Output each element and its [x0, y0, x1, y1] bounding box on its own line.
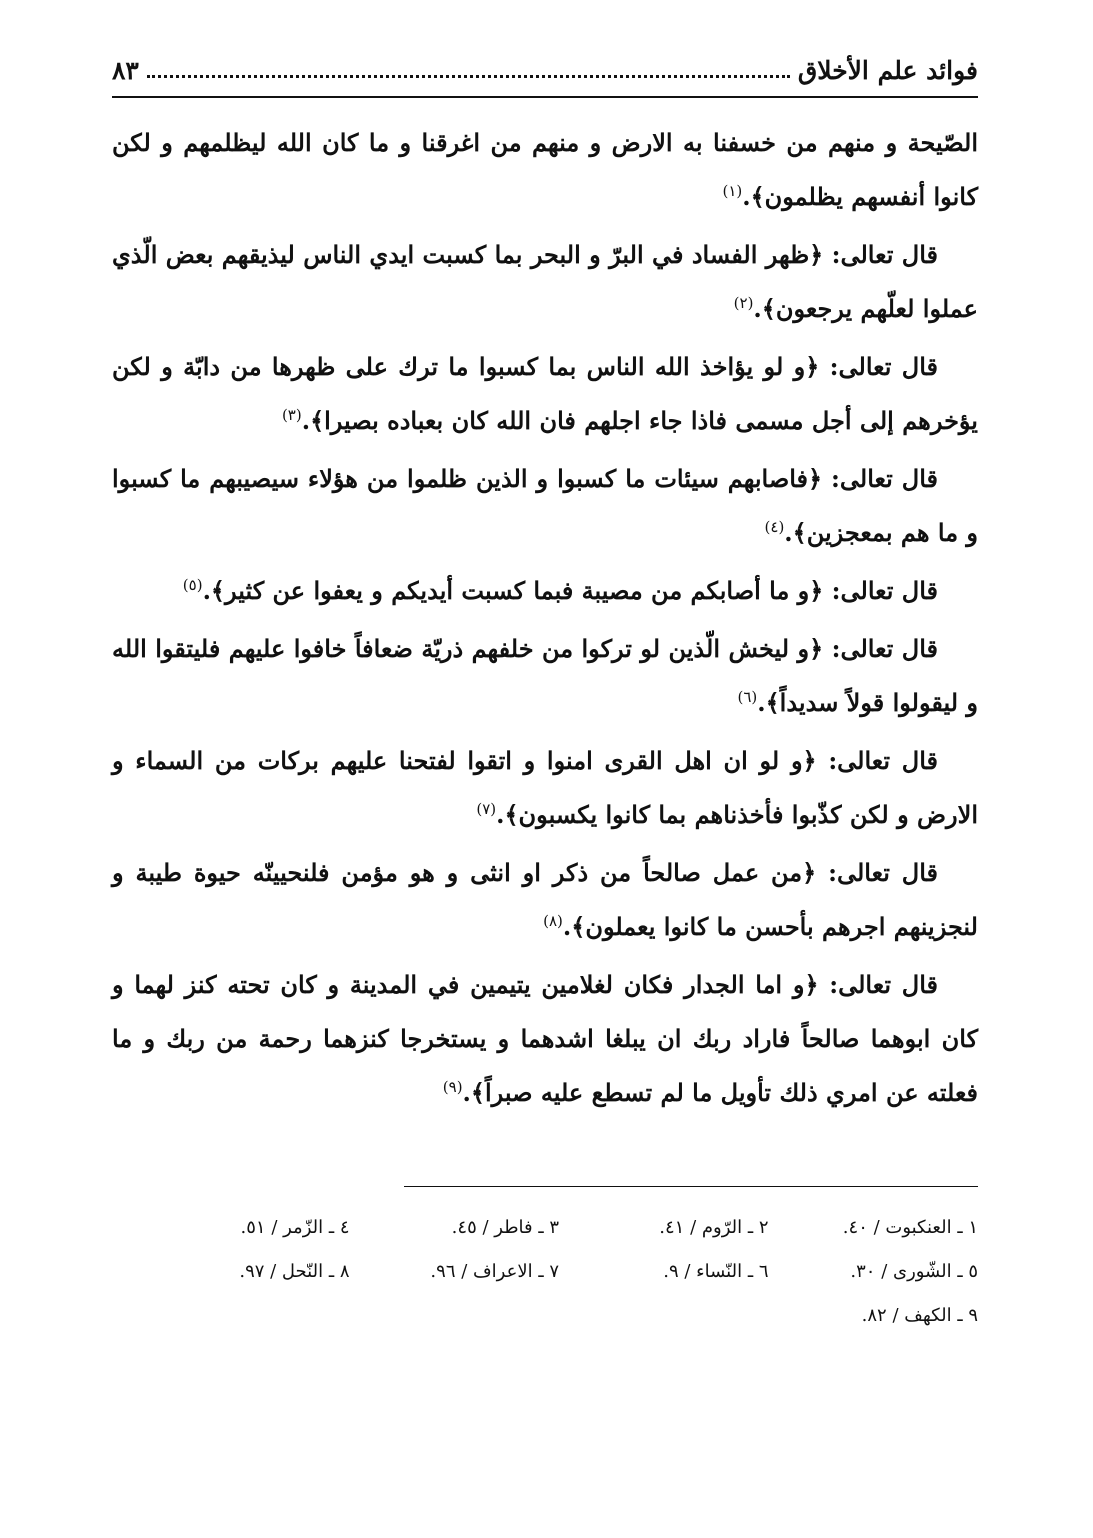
paragraph-text: قال تعالى: ﴿و ما أصابكم من مصيبة فبما كسبت أيديكم و يعفوا عن كثير: [224, 576, 938, 605]
paragraph-5: [112, 564, 978, 618]
closing-bracket: ﴾.: [562, 912, 586, 941]
footnote-item: ٤ ـ الزّمر / ٥١.: [240, 1217, 350, 1238]
footnote-item: ٦ ـ النّساء / ٩.: [663, 1261, 769, 1282]
closing-bracket: ﴾.: [496, 800, 519, 829]
paragraph-1: [112, 116, 978, 224]
footnotes: [140, 1206, 978, 1338]
footnote-item: ٥ ـ الشّورى / ٣٠.: [850, 1261, 978, 1282]
footnote-marker: (٥): [182, 576, 203, 594]
footnote-marker: (١): [722, 182, 743, 200]
paragraph-6: [112, 622, 978, 730]
footnote-item: ١ ـ العنكبوت / ٤٠.: [842, 1217, 978, 1238]
paragraph-text: قال تعالى: ﴿فاصابهم سيئات ما كسبوا و الذين ظلموا من هؤلاء سيصيبهم ما كسبوا و ما هم بمعجزين: [112, 464, 978, 547]
paragraph-text: قال تعالى: ﴿و ليخش الّذين لو تركوا من خلفهم ذريّة ضعافاً خافوا عليهم فليتقوا الله و ليقولوا قولاً سديداً: [112, 634, 978, 717]
header-title: فوائد علم الأخلاق: [797, 55, 978, 85]
footnote-marker: (٧): [476, 800, 497, 818]
header-rule: [112, 96, 978, 98]
footnote-row: [140, 1294, 978, 1338]
paragraph-3: [112, 340, 978, 448]
footnote-separator: [404, 1186, 978, 1187]
footnote-row: [140, 1250, 978, 1294]
paragraph-9: [112, 958, 978, 1120]
footnote-marker: (٨): [543, 912, 563, 930]
paragraph-text: قال تعالى: ﴿من عمل صالحاً من ذكر او انثى و هو مؤمن فلنحيينّه حيوة طيبة و لنجزينهم اجرهم بأحسن ما كانوا يعملون: [112, 858, 978, 941]
closing-bracket: ﴾.: [202, 576, 225, 605]
paragraph-4: [112, 452, 978, 560]
footnote-row: [140, 1206, 978, 1250]
closing-bracket: ﴾.: [753, 294, 776, 323]
footnote-marker: (٩): [442, 1078, 463, 1096]
footnote-marker: (٢): [733, 294, 754, 312]
closing-bracket: ﴾.: [784, 518, 807, 547]
footnote-marker: (٦): [737, 688, 758, 706]
footnote-item: ٩ ـ الكهف / ٨٢.: [861, 1305, 978, 1326]
paragraph-text: قال تعالى: ﴿ظهر الفساد في البرّ و البحر بما كسبت ايدي الناس ليذيقهم بعض الّذي عملوا لعلّهم يرجعون: [112, 240, 978, 323]
closing-bracket: ﴾.: [301, 406, 325, 435]
closing-bracket: ﴾.: [757, 688, 780, 717]
paragraph-8: [112, 846, 978, 954]
closing-bracket: ﴾.: [742, 182, 765, 211]
paragraph-text: قال تعالى: ﴿و لو ان اهل القرى امنوا و اتقوا لفتحنا عليهم بركات من السماء و الارض و لكن كذّبوا فأخذناهم بما كانوا يكسبون: [112, 746, 978, 829]
body-text: [112, 116, 978, 1124]
paragraph-7: [112, 734, 978, 842]
page-number: ٨٣: [112, 55, 139, 85]
closing-bracket: ﴾.: [462, 1078, 485, 1107]
footnote-marker: (٤): [764, 518, 785, 536]
paragraph-text: قال تعالى: ﴿و اما الجدار فكان لغلامين يتيمين في المدينة و كان تحته كنز لهما و كان ابوهما صالحاً فاراد ربك ان يبلغا اشدهما و يستخرجا كنزهما رحمة من ربك و ما فعلته عن امري ذلك تأويل ما لم تسطع عليه صبراً: [112, 970, 978, 1107]
paragraph-text: الصّيحة و منهم من خسفنا به الارض و منهم من اغرقنا و ما كان الله ليظلمهم و لكن كانوا أنفسهم يظلمون: [112, 128, 978, 211]
header-leader-dots: [147, 75, 790, 78]
footnote-item: ٣ ـ فاطر / ٤٥.: [451, 1217, 559, 1238]
footnote-marker: (٣): [281, 406, 302, 424]
footnote-item: ٧ ـ الاعراف / ٩٦.: [430, 1261, 559, 1282]
footnote-item: ٨ ـ النّحل / ٩٧.: [239, 1261, 350, 1282]
running-header: [112, 46, 978, 94]
paragraph-2: [112, 228, 978, 336]
footnote-item: ٢ ـ الرّوم / ٤١.: [659, 1217, 769, 1238]
paragraph-text: قال تعالى: ﴿و لو يؤاخذ الله الناس بما كسبوا ما ترك على ظهرها من دابّة و لكن يؤخرهم إلى أجل مسمى فاذا جاء اجلهم فان الله كان بعباده بصيرا: [112, 352, 978, 435]
